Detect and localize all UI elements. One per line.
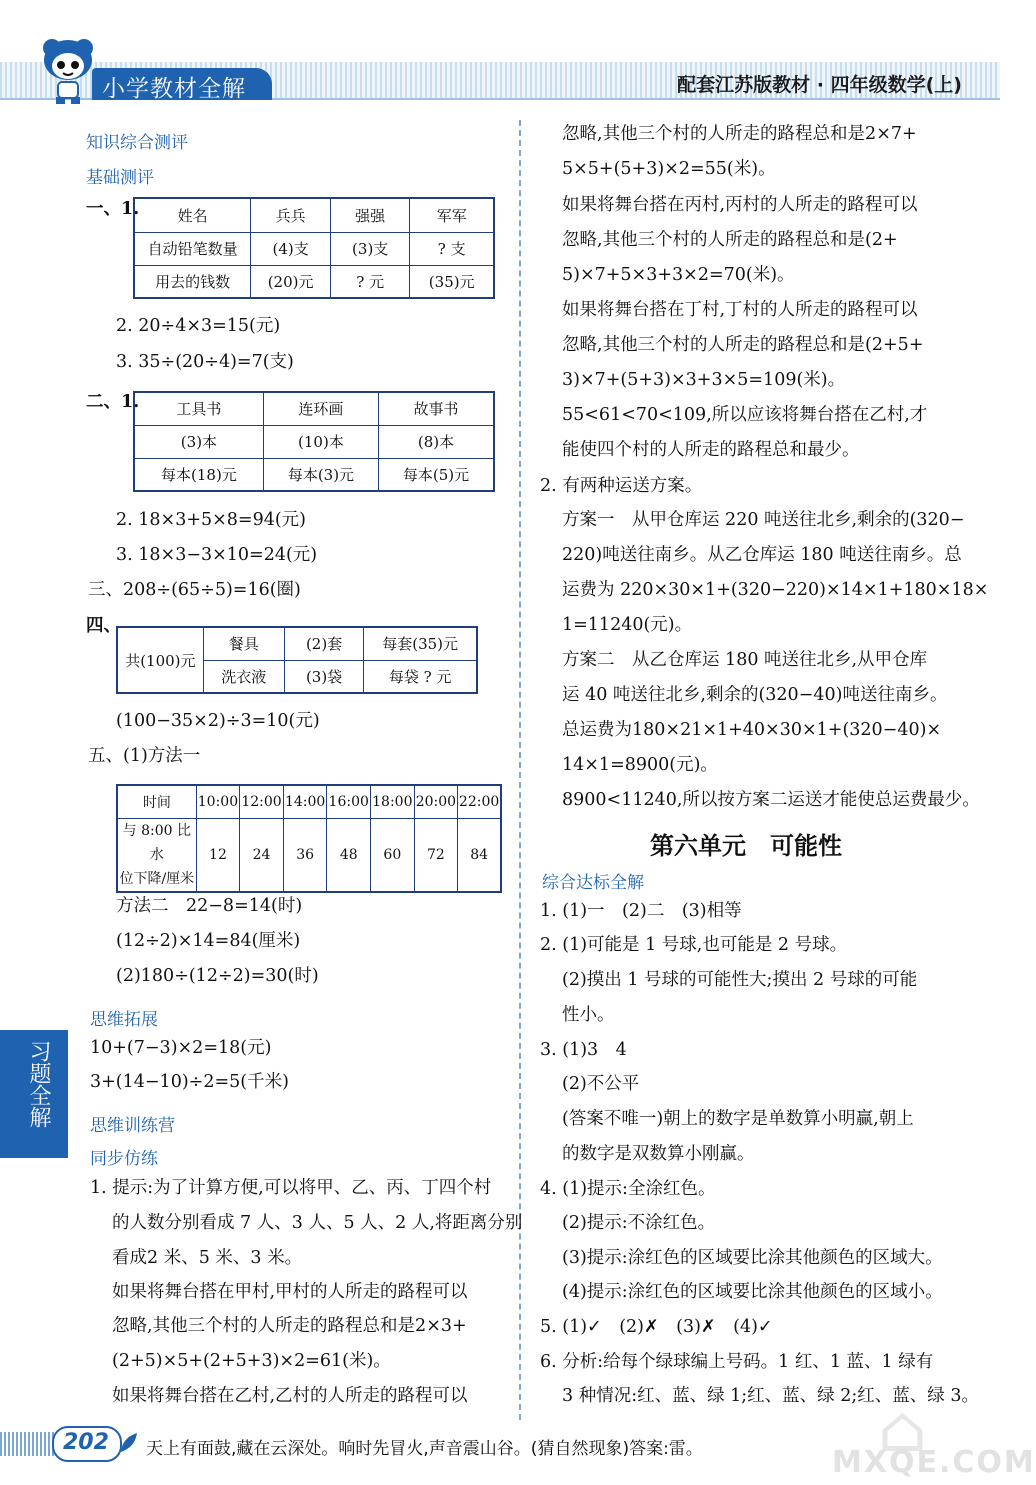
answer-line: (2)摸出 1 号球的可能性大;摸出 2 号球的可能 <box>562 970 918 990</box>
answer-line: 忽略,其他三个村的人所走的路程总和是2×7+ <box>562 124 917 144</box>
table-cell: (2)套 <box>284 627 363 660</box>
table-cell: (8)本 <box>379 425 494 458</box>
answer-line: 的数字是双数算小刚赢。 <box>562 1144 755 1164</box>
answer-line: 3 种情况:红、蓝、绿 1;红、蓝、绿 2;红、蓝、绿 3。 <box>562 1386 979 1406</box>
answer-line: (答案不唯一)朝上的数字是单数算小明赢,朝上 <box>562 1109 914 1129</box>
answer-line: 方案二 从乙仓库运 180 吨送往北乡,从甲仓库 <box>562 650 928 670</box>
answer-line: 55<61<70<109,所以应该将舞台搭在乙村,才 <box>562 405 928 425</box>
answer-line: 如果将舞台搭在丁村,丁村的人所走的路程可以 <box>562 300 918 320</box>
answer-line: 3+(14−10)÷2=5(千米) <box>90 1072 289 1092</box>
table-cell: 兵兵 <box>251 198 331 232</box>
answer-line: 10+(7−3)×2=18(元) <box>90 1038 272 1058</box>
answer-line: 220)吨送往南乡。从乙仓库运 180 吨送往南乡。总 <box>562 545 962 565</box>
answer-line: 方法二 22−8=14(时) <box>116 896 303 916</box>
table-cell: 强强 <box>330 198 409 232</box>
table-cell: 每本(18)元 <box>134 458 263 491</box>
answer-line: 方案一 从甲仓库运 220 吨送往北乡,剩余的(320− <box>562 510 965 530</box>
table-cell: (3)支 <box>330 232 409 265</box>
section-heading: 知识综合测评 <box>86 133 188 153</box>
table-cell: (3)本 <box>134 425 263 458</box>
answer-line: (3)提示:涂红色的区域要比涂其他颜色的区域大。 <box>562 1248 943 1268</box>
question-number: 一、1. <box>86 199 140 219</box>
book-info: 配套江苏版教材 · 四年级数学(上) <box>677 74 962 96</box>
table-cell <box>117 818 196 892</box>
answer-line: 6. 分析:给每个绿球编上号码。1 红、1 蓝、1 绿有 <box>540 1352 934 1372</box>
table-cell: 14:00 <box>283 785 327 818</box>
table-cell: 共(100)元 <box>117 627 203 693</box>
question-number: 四、 <box>86 616 121 636</box>
answer-line: (2+5)×5+(2+5+3)×2=61(米)。 <box>112 1351 391 1371</box>
table-cell: 24 <box>240 818 284 892</box>
answer-line: 看成2 米、5 米、3 米。 <box>112 1248 303 1268</box>
table-cell: (3)袋 <box>284 660 363 693</box>
table-cell: 12 <box>196 818 240 892</box>
table-cell: 72 <box>414 818 458 892</box>
answer-line: (100−35×2)÷3=10(元) <box>116 711 320 731</box>
answer-line: 运 40 吨送往北乡,剩余的(320−40)吨送往南乡。 <box>562 685 948 705</box>
table-cell: 时间 <box>117 785 196 818</box>
answer-line: 运费为 220×30×1+(320−220)×14×1+180×18× <box>562 580 989 600</box>
table-cell: 姓名 <box>134 198 251 232</box>
answer-line: 能使四个村的人所走的路程总和最少。 <box>562 440 860 460</box>
table-cell: 工具书 <box>134 392 263 425</box>
answer-line: (12÷2)×14=84(厘米) <box>116 931 301 951</box>
row-label: 位下降/厘米 <box>119 870 195 887</box>
table-cell: (20)元 <box>251 265 331 298</box>
answer-line: 如果将舞台搭在甲村,甲村的人所走的路程可以 <box>112 1282 468 1302</box>
answer-line: 总运费为180×21×1+40×30×1+(320−40)× <box>562 720 942 740</box>
footer-stripe <box>0 1432 60 1456</box>
answer-line: 2. 有两种运送方案。 <box>540 476 703 496</box>
table-cell: ? 元 <box>330 265 409 298</box>
answer-line: 3. 18×3−3×10=24(元) <box>116 545 318 565</box>
table-cell: 12:00 <box>240 785 284 818</box>
row-label: 与 8:00 比水 <box>122 822 191 863</box>
answer-line: 8900<11240,所以按方案二运送才能使总运费最少。 <box>562 790 980 810</box>
answer-line: 如果将舞台搭在丙村,丙村的人所走的路程可以 <box>562 195 918 215</box>
answer-line: 忽略,其他三个村的人所走的路程总和是(2+ <box>562 230 898 250</box>
table-cell: 故事书 <box>379 392 494 425</box>
table-cell: 餐具 <box>203 627 284 660</box>
table-cell: (35)元 <box>410 265 494 298</box>
answer-line: 2. (1)可能是 1 号球,也可能是 2 号球。 <box>540 935 848 955</box>
table-cell: (10)本 <box>263 425 378 458</box>
table-cell: 36 <box>283 818 327 892</box>
table-cell: 洗衣液 <box>203 660 284 693</box>
answer-line: 5. (1)✓ (2)✗ (3)✗ (4)✓ <box>540 1317 773 1337</box>
section-heading: 基础测评 <box>86 168 154 188</box>
footer-riddle: 天上有面鼓,藏在云深处。响时先冒火,声音震山谷。(猜自然现象)答案:雷。 <box>146 1439 703 1459</box>
answer-line: (2)不公平 <box>562 1074 640 1094</box>
table-cell: 每本(5)元 <box>379 458 494 491</box>
side-tab-label: 习题全解 <box>26 1040 51 1128</box>
table-cell: 22:00 <box>458 785 501 818</box>
table-cell: (4)支 <box>251 232 331 265</box>
table-cell: 18:00 <box>371 785 415 818</box>
answer-line: 2. 20÷4×3=15(元) <box>116 316 281 336</box>
table-cell: 自动铅笔数量 <box>134 232 251 265</box>
section-heading: 思维训练营 <box>90 1116 175 1136</box>
table-cell: 60 <box>371 818 415 892</box>
answer-line: 如果将舞台搭在乙村,乙村的人所走的路程可以 <box>112 1386 468 1406</box>
leaf-icon <box>118 1430 140 1456</box>
answer-line: 3. 35÷(20÷4)=7(支) <box>116 352 294 372</box>
table-cell: 每袋 ? 元 <box>364 660 477 693</box>
answer-line: 忽略,其他三个村的人所走的路程总和是(2+5+ <box>562 335 924 355</box>
table-cell: 10:00 <box>196 785 240 818</box>
table-cell: 用去的钱数 <box>134 265 251 298</box>
table-cell: 连环画 <box>263 392 378 425</box>
answer-line: 3)×7+(5+3)×3+3×5=109(米)。 <box>562 370 846 390</box>
answer-line: 五、(1)方法一 <box>88 746 201 766</box>
section-heading: 同步仿练 <box>90 1149 158 1169</box>
answer-line: 的人数分别看成 7 人、3 人、5 人、2 人,将距离分别 <box>112 1213 523 1233</box>
table-cell: 16:00 <box>327 785 371 818</box>
question-number: 二、1. <box>86 392 140 412</box>
answer-line: 性小。 <box>562 1005 615 1025</box>
table-cell: 48 <box>327 818 371 892</box>
answer-line: (4)提示:涂红色的区域要比涂其他颜色的区域小。 <box>562 1282 943 1302</box>
table-cell: ? 支 <box>410 232 494 265</box>
mascot-icon <box>38 34 98 106</box>
answer-line: 忽略,其他三个村的人所走的路程总和是2×3+ <box>112 1316 467 1336</box>
answer-line: 1=11240(元)。 <box>562 615 693 635</box>
table-purchase <box>116 626 478 694</box>
table-cell: 军军 <box>410 198 494 232</box>
table-water-level <box>116 784 502 893</box>
book-title: 小学教材全解 <box>102 76 246 102</box>
table-pencils <box>133 197 495 299</box>
table-cell: 84 <box>458 818 501 892</box>
answer-line: 三、208÷(65÷5)=16(圈) <box>88 580 301 600</box>
unit-title: 第六单元 可能性 <box>650 832 842 860</box>
section-heading: 思维拓展 <box>90 1010 158 1030</box>
answer-line: 14×1=8900(元)。 <box>562 755 718 775</box>
page-number: 202 <box>63 1430 109 1455</box>
answer-line: (2)提示:不涂红色。 <box>562 1213 716 1233</box>
answer-line: 5)×7+5×3+3×2=70(米)。 <box>562 265 795 285</box>
answer-line: 2. 18×3+5×8=94(元) <box>116 510 307 530</box>
answer-line: 5×5+(5+3)×2=55(米)。 <box>562 159 776 179</box>
table-books <box>133 391 495 492</box>
answer-line: 1. 提示:为了计算方便,可以将甲、乙、丙、丁四个村 <box>90 1178 492 1198</box>
page-header <box>0 0 1000 105</box>
watermark: MXQE.COM <box>832 1445 1036 1480</box>
table-cell: 20:00 <box>414 785 458 818</box>
answer-line: (2)180÷(12÷2)=30(时) <box>116 966 319 986</box>
watermark-icon: ⌂ <box>878 1393 927 1467</box>
answer-line: 1. (1)一 (2)二 (3)相等 <box>540 901 742 921</box>
section-heading: 综合达标全解 <box>542 873 644 893</box>
answer-line: 3. (1)3 4 <box>540 1040 627 1060</box>
answer-line: 4. (1)提示:全涂红色。 <box>540 1179 716 1199</box>
table-cell: 每本(3)元 <box>263 458 378 491</box>
table-cell: 每套(35)元 <box>364 627 477 660</box>
